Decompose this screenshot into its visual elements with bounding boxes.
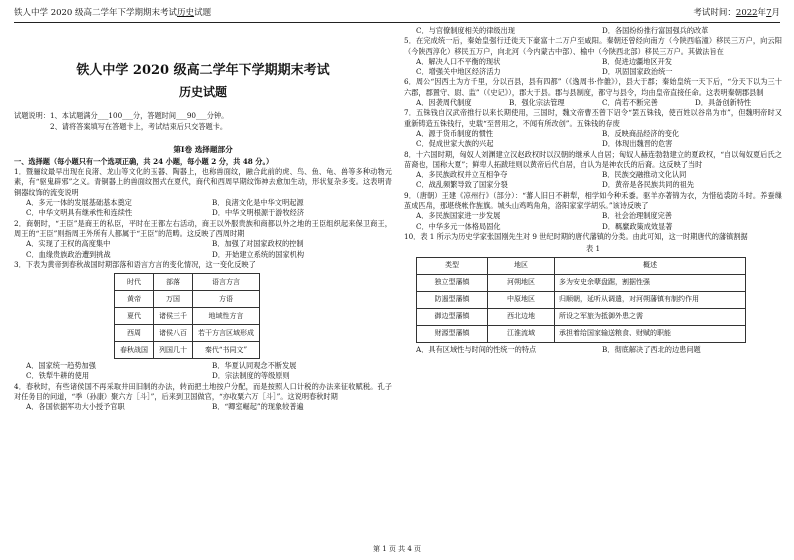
table-cell: 万国 [154,291,193,308]
question-4-continued [404,26,782,36]
table-cell: 所设之军旅为抵御外患之需 [555,308,746,325]
table-row [417,325,746,342]
question-options [14,402,392,412]
section-title: 第Ⅰ卷 选择题部分 [173,144,233,154]
option[interactable]: D．具备创新特性 [695,98,752,108]
table-cell: 河朔地区 [488,274,555,291]
table-header-row [115,274,260,291]
option[interactable]: D．羁縻政策成效显著 [602,221,673,231]
part-one-heading: 一、选择题（每小题只有一个选项正确，共 24 小题，每小题 2 分，共 48 分。） [14,156,274,166]
option[interactable]: D．中华文明根源于游牧经济 [212,208,305,218]
table-cell: 西北边地 [488,308,555,325]
table-header: 部落 [154,274,193,291]
table-row [115,308,260,325]
exam-title: 铁人中学 2020 级高二学年下学期期末考试 [76,63,330,78]
left-column [14,26,392,413]
table-cell: 诸侯八百 [154,325,193,342]
option[interactable]: A．具有区域性与时间的性统一的特点 [416,344,537,354]
question-options [404,129,782,150]
option[interactable]: C．与官僚制度相关的律级出现 [416,26,515,35]
question-options [14,198,392,219]
right-column [404,26,782,355]
exam-note-1: 试题说明：1、本试题满分___100___分，答题时间___90___分钟。 [14,111,229,120]
header-subject: 历史 [177,8,195,18]
question-1 [14,167,392,218]
table-cell: 列国几十 [154,342,193,359]
question-options [404,345,782,355]
table-row [115,325,260,342]
option[interactable]: C．尚若不断完善 [602,98,658,108]
option[interactable]: C．增强关中地区经济活力 [416,67,501,77]
option[interactable]: B．“卿室崛起”的现象较普遍 [212,402,304,412]
option[interactable]: D．宗法制度的等级原则 [212,371,290,381]
question-4 [14,382,392,413]
option[interactable]: D．体现出魏晋的危害 [602,139,673,149]
question-options [404,57,782,78]
question-options [14,361,392,382]
table-cell: 中原地区 [488,291,555,308]
question-3 [14,260,392,382]
option[interactable]: A．因袭周代制度 [416,98,472,108]
question-options [14,239,392,260]
option[interactable]: A．源于货币制度的惯性 [416,128,494,138]
option[interactable]: C．血缘贵族政治遭到挑战 [26,249,111,259]
table-header: 时代 [115,274,154,291]
option[interactable]: C．战乱频繁导致了国家分裂 [416,180,508,190]
question-stem: 8．十六国时期，匈奴人刘渊建立汉赵政权时以汉朝的继承人自居；匈奴人赫连勃勃建立的夏政权，“自以匈奴夏后氏之苗裔也，国称大夏”；鲜卑人拓跋珪则以黄帝后代自居，自认为是神农氏的后裔。这反映了当时 [404,149,782,169]
option[interactable]: A．多元一体的发展基础基本奠定 [26,198,132,208]
table-cell: 独立型藩镇 [417,274,488,291]
table-cell: 防遏型藩镇 [417,291,488,308]
table-cell: 地域性方言 [193,308,260,325]
header-left: 铁人中学 2020 级高二学年下学期期末考试历史试题 [14,8,212,18]
option[interactable]: A．各国依据军功大小授予官职 [26,402,125,412]
exam-note-2: 2、请将答案填写在答题卡上，考试结束后只交答题卡。 [50,122,228,132]
table-cell: 承担着给国家输送粮食、财赋的职能 [555,325,746,342]
option[interactable]: A．实现了王权的高度集中 [26,239,111,249]
table-row [115,291,260,308]
question-options [404,98,782,108]
table-cell: 多为安史余孽盘踞，割据性强 [555,274,746,291]
table-cell: 归顺朝，延听从调遣，对河朔藩镇有制约作用 [555,291,746,308]
table-header-row [417,257,746,274]
page-header [14,6,780,23]
dialect-table [114,273,260,359]
header-right: 考试时间：2022年7月 [693,8,780,18]
option[interactable]: B．良渚文化是中华文明起源 [212,198,304,208]
table-cell: 秦代“书同文” [193,342,260,359]
table-header: 类型 [417,257,488,274]
exam-subtitle: 历史试题 [178,85,227,99]
option[interactable]: A．多民族政权并立互相争夺 [416,170,508,180]
question-stem: 7．五铢钱自汉武帝推行以来长期使用，三国时，魏文帝曹丕曾下诏令“罢五铢钱，使百姓以谷帛为市”，但魏明帝时又重新铸造五铢钱行，史载“至晋用之，不闻有所改创”。五铢钱的存废 [404,108,782,128]
fanzhen-table [416,257,746,343]
table-cell: 若干方言区域形成 [193,325,260,342]
option[interactable]: B．华夏认同观念不断发展 [212,361,297,371]
question-options [404,170,782,191]
question-5 [404,36,782,77]
table-cell: 御边型藩镇 [417,308,488,325]
table-cell: 方语 [193,291,260,308]
question-stem: 2．商朝时，“王臣”是商王的私臣，平时在王都左右活动，商王以外服贵族和商都以外之地的王臣组织起来保卫商王，周王的“王臣”则指周王外所有人都属于“王臣”的范畴。这反映了西周时期 [14,218,392,238]
option[interactable]: D．巩固国家政治统一 [602,67,673,77]
option[interactable]: D．各国纷纷推行富国强兵的改革 [602,26,709,35]
option[interactable]: D．黄帝是各民族共同的祖先 [602,180,695,190]
option[interactable]: B．民族交融推动文化认同 [602,170,687,180]
table-cell: 夏代 [115,308,154,325]
table-cell: 财源型藩镇 [417,325,488,342]
table-row [417,308,746,325]
question-stem: 5．在完成统一后，秦始皇强行迁徙天下豪富十二万户至咸阳。秦朝还曾经向南方（今陕西临潼）移民三万户，向云阳（今陕西淳化）移民五万户，向北河（今内蒙古中部）、榆中（今陕西北部）移民三万户。其做法旨在 [404,36,782,56]
option[interactable]: B．加强了对国家政权的控制 [212,239,304,249]
question-stem: 1．暨骊纹最早出现在良渚、龙山等文化的玉器、陶器上，也称兽面纹，融合此前的虎、鸟、鱼、龟、兽等多种动物元素，有“驱鬼辟邪”之义。青铜器上的兽面纹图式在夏代，商代和西周早期纹饰神去愈加生动，形状复杂多变。这表明青铜器纹饰的流变说明 [14,167,392,197]
option[interactable]: B．强化宗法管理 [509,98,565,108]
question-7 [404,108,782,149]
question-options [404,26,782,36]
table-cell: 江淮流域 [488,325,555,342]
table-header: 地区 [488,257,555,274]
question-9 [404,191,782,232]
table-row [417,274,746,291]
question-8 [404,150,782,191]
table-cell: 诸侯三千 [154,308,193,325]
option[interactable]: D．开始建立系统的国家机构 [212,249,305,259]
option[interactable]: A．解决人口不平衡的现状 [416,56,501,66]
table-cell: 西周 [115,325,154,342]
question-options [404,211,782,232]
question-stem: 6．周公“因西土为方千里，分以百县，县有四都”（《逸周书·作雒》），县大于郡；秦始皇统一天下后，“分天下以为三十六郡，郡置守、尉、监”（《史记》），郡大于县。郡与县制度，都守与县令，均由皇帝直接任命。这表明秦朝郡县制 [404,77,782,97]
option[interactable]: B．促进边疆地区开发 [602,56,672,66]
option[interactable]: B．反映商品经济的变化 [602,128,680,138]
question-stem: 10．表 1 所示为历史学家张国刚先生对 9 世纪时期的唐代藩镇的分类。由此可知，这一时期唐代的藩镇割据 [404,231,748,241]
table-caption: 表 1 [585,244,601,254]
option[interactable]: B．彻底解决了西北的边患问题 [602,344,701,354]
option[interactable]: C．促成世家大族的兴起 [416,139,494,149]
option[interactable]: A．多民族国家进一步发展 [416,211,501,221]
table-cell: 黄帝 [115,291,154,308]
table-row [417,291,746,308]
option[interactable]: C．中华文明具有继承性和连续性 [26,208,133,218]
option[interactable]: C．中华多元一体格局固化 [416,221,501,231]
table-header: 概述 [555,257,746,274]
question-6 [404,77,782,108]
option[interactable]: B．社会治理制度完善 [602,211,672,221]
page-footer: 第 1 页 共 4 页 [372,545,422,553]
question-stem: 3．下表为黄帝到春秋战国时期部落和语言方言的变化情况，这一变化反映了 [14,259,256,269]
table-header: 语言方言 [193,274,260,291]
option[interactable]: C．铁犁牛耕的使用 [26,371,90,381]
table-row [115,342,260,359]
question-2 [14,219,392,260]
question-stem: 9．（唐朝）王建《凉州行》（部分）：“蕃人旧日不耕犁，相学如今种禾黍。驱羊亦著锦为衣，为惜毡裘防斗时。养蚕缫茧成匹帛，那堪绕帐作旌旗。城头山鸡鸣角角，洛阳家家学胡乐。”该诗反映了 [404,190,782,211]
table-cell: 春秋战国 [115,342,154,359]
option[interactable]: A．国家统一趋势加强 [26,361,96,371]
question-10 [404,232,782,355]
question-stem: 4．春秋时，有些诸侯国不再采取井田旧制的办法，转而把土地按户分配，而是按照人口计税的办法来征收赋税。孔子对任务目的问道，“季（孙康）聚六方［斗］”，后来到卫国做官，“亦收粟六万［斗］”。这说明春秋时期 [14,381,392,402]
